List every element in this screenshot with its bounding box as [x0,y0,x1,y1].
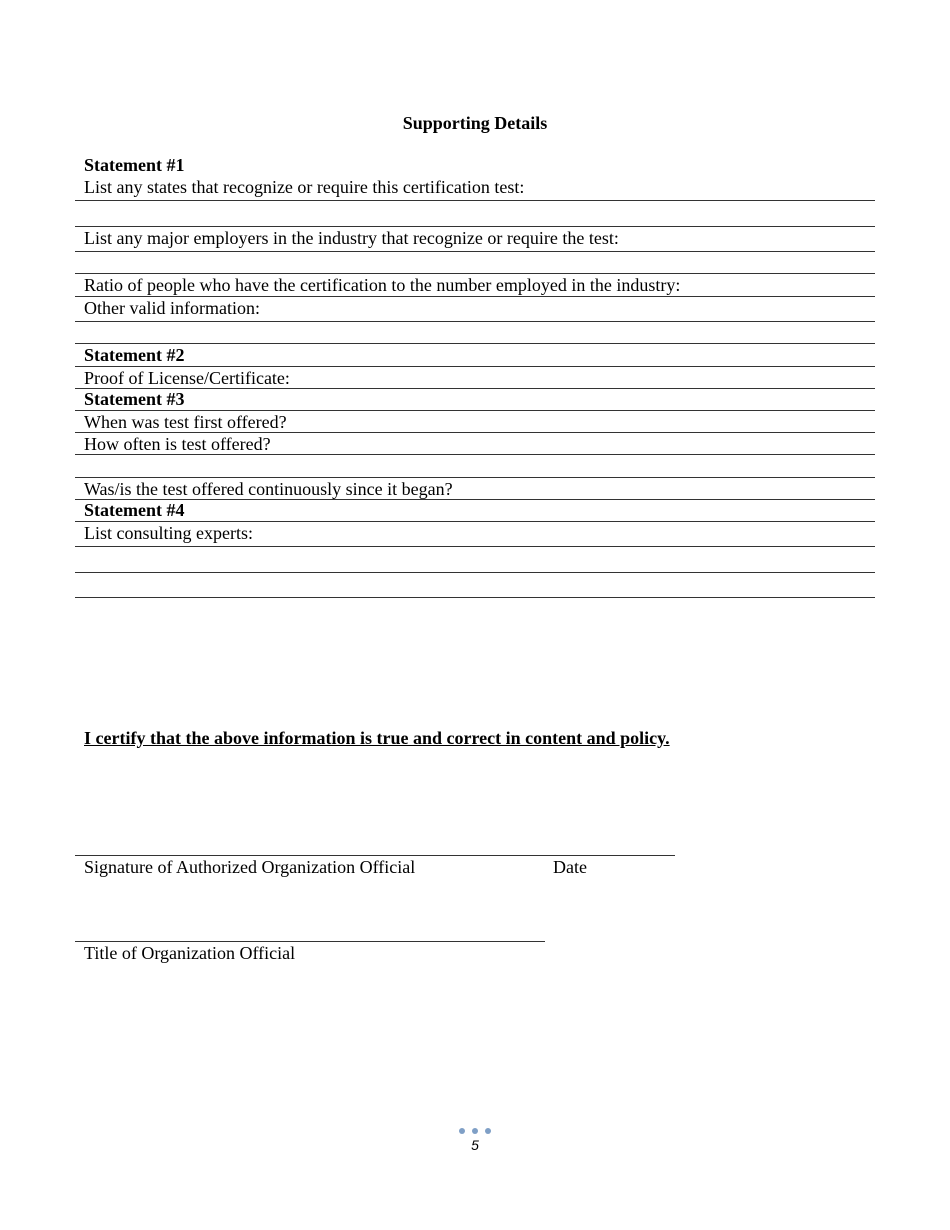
form-line [75,521,875,522]
form-line [75,273,875,274]
employers-prompt: List any major employers in the industry that recognize or require the test: [84,228,619,248]
form-line [75,597,875,598]
ornament-dot [459,1128,465,1134]
page-ornament [459,1128,491,1134]
form-line [75,410,875,411]
date-label: Date [553,857,587,877]
form-line [75,499,875,500]
statement-2-heading: Statement #2 [84,345,185,365]
signature-line [75,855,675,856]
ornament-dot [485,1128,491,1134]
proof-prompt: Proof of License/Certificate: [84,368,290,388]
title-line [75,941,545,942]
signature-label: Signature of Authorized Organization Official [84,857,416,877]
certification-statement: I certify that the above information is true and correct in content and policy. [84,728,670,748]
form-line [75,296,875,297]
ratio-prompt: Ratio of people who have the certification to the number employed in the industry: [84,275,681,295]
other-info-prompt: Other valid information: [84,298,260,318]
form-line [75,366,875,367]
form-line [75,432,875,433]
form-line [75,388,875,389]
statement-3-heading: Statement #3 [84,389,185,409]
form-line [75,454,875,455]
ornament-dot [472,1128,478,1134]
how-often-prompt: How often is test offered? [84,434,271,454]
page-number: 5 [471,1137,479,1153]
statement-4-heading: Statement #4 [84,500,185,520]
form-line [75,343,875,344]
first-offered-prompt: When was test first offered? [84,412,287,432]
form-line [75,546,875,547]
form-line [75,321,875,322]
statement-1-heading: Statement #1 [84,155,185,175]
form-line [75,251,875,252]
states-prompt: List any states that recognize or require this certification test: [84,177,525,197]
form-line [75,200,875,201]
official-title-label: Title of Organization Official [84,943,296,963]
experts-prompt: List consulting experts: [84,523,253,543]
form-line [75,572,875,573]
page-title: Supporting Details [402,113,548,133]
form-line [75,477,875,478]
form-line [75,226,875,227]
continuous-prompt: Was/is the test offered continuously since it began? [84,479,453,499]
